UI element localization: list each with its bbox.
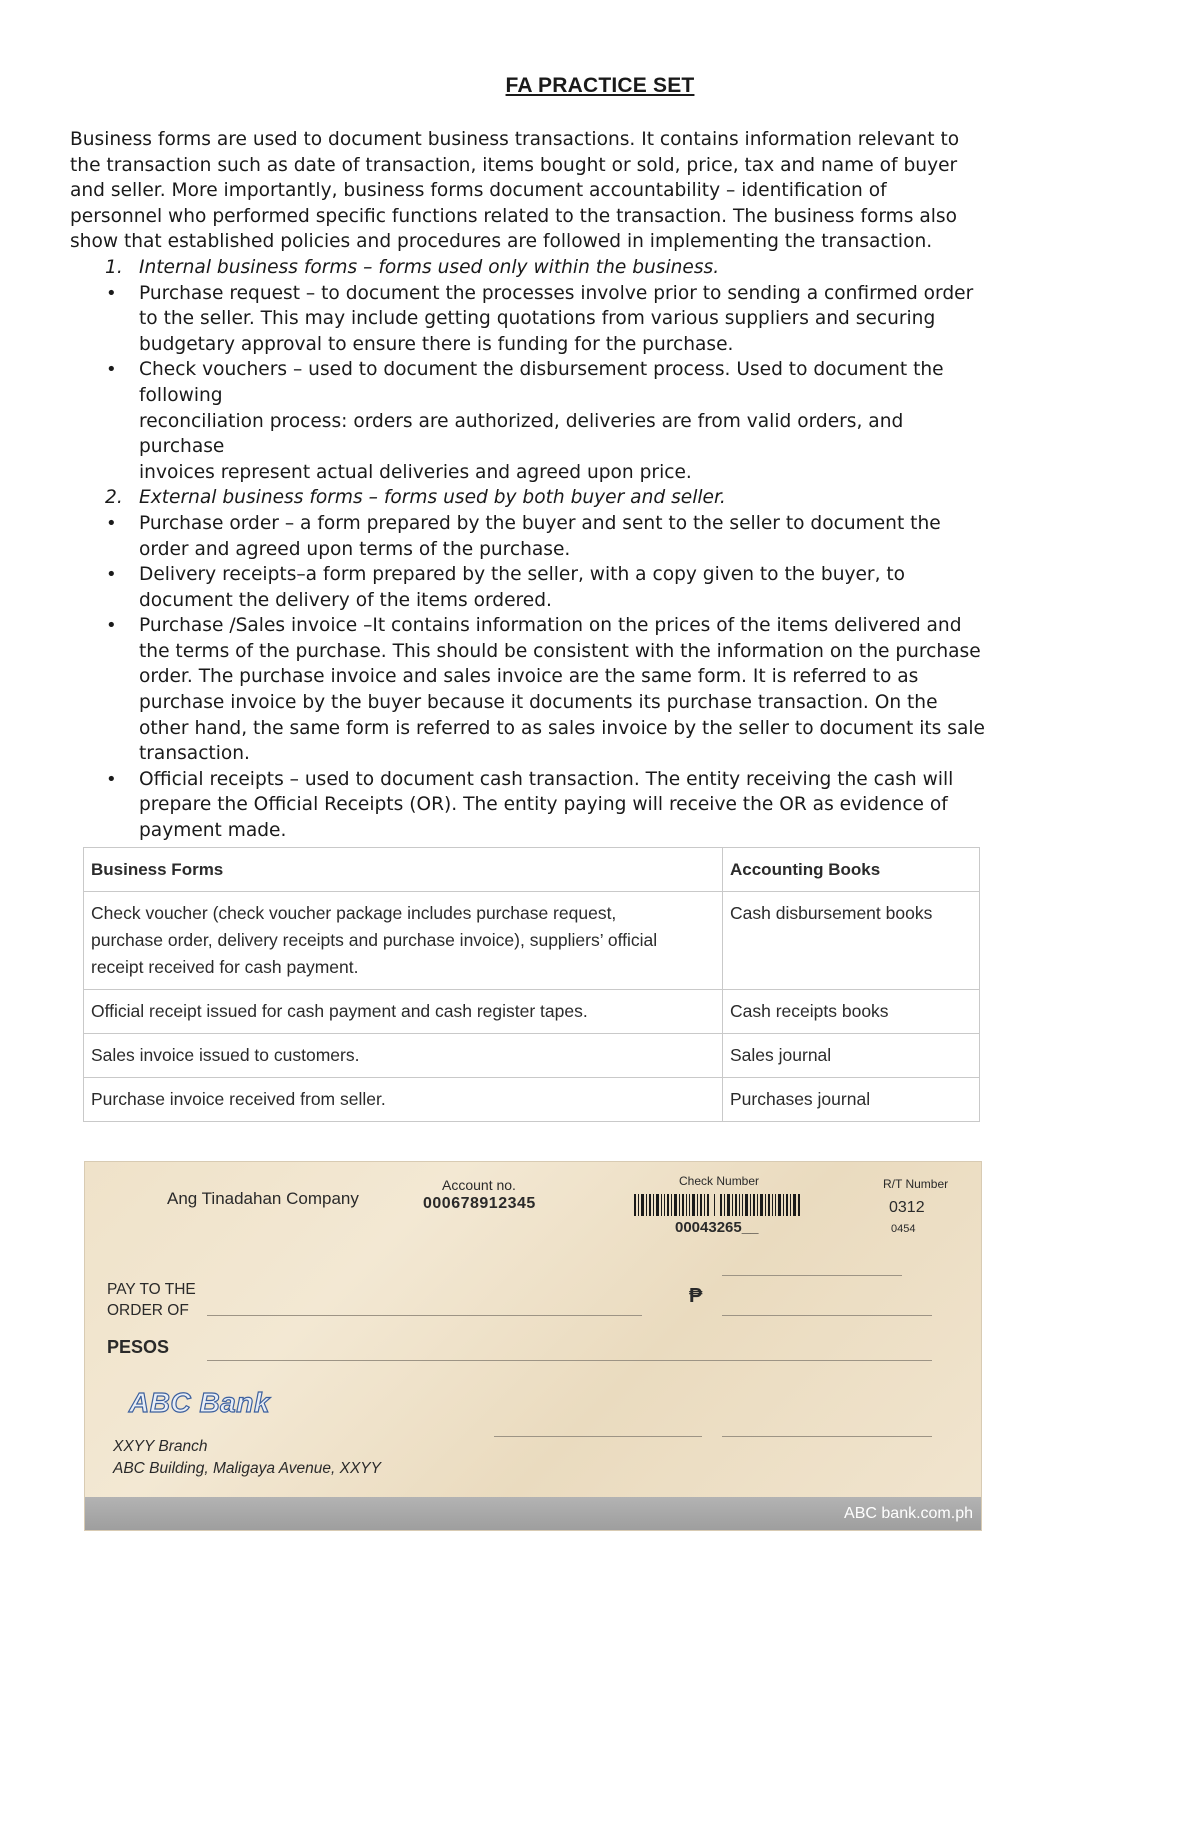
intro-line: the transaction such as date of transaction, items bought or sold, price, tax and name of buyer: [70, 154, 958, 176]
rt-number-label: R/T Number: [883, 1177, 949, 1191]
intro-line: Business forms are used to document business transactions. It contains information relevant to: [70, 129, 960, 150]
signature-line: [494, 1436, 702, 1437]
check-number: 00043265__: [675, 1219, 759, 1236]
body-text: [70, 127, 1130, 844]
barcode-icon: [634, 1194, 800, 1216]
table-cell: Sales journal: [723, 1034, 980, 1078]
intro-line: and seller. More importantly, business forms document accountability – identification of: [70, 180, 887, 202]
section-heading-text: Internal business forms – forms used only within the business.: [139, 256, 720, 278]
cell-line: receipt received for cash payment.: [91, 957, 359, 977]
list-item-line: budgetary approval to ensure there is funding for the purchase.: [139, 333, 734, 355]
list-item-line: transaction.: [139, 743, 250, 765]
payee-line: [207, 1315, 642, 1316]
list-item-line: Check vouchers – used to document the disbursement process. Used to document the: [139, 359, 944, 381]
pay-to-line: ORDER OF: [107, 1302, 189, 1319]
list-number: 2.: [105, 487, 123, 509]
table-row: [84, 1078, 980, 1122]
account-number: 000678912345: [423, 1195, 536, 1212]
list-item-line: invoices represent actual deliveries and agreed upon price.: [139, 461, 692, 483]
table-cell: Cash receipts books: [723, 990, 980, 1034]
check-number-label: Check Number: [679, 1174, 760, 1188]
rt-sub-number: 0454: [891, 1223, 916, 1235]
date-line: [722, 1275, 902, 1276]
list-item-check-vouchers: [70, 357, 1130, 485]
intro-line: show that established policies and procedures are followed in implementing the transaction.: [70, 231, 933, 253]
branch-line: XXYY Branch: [113, 1438, 208, 1455]
page-title: FA PRACTICE SET: [505, 74, 695, 97]
list-item-line: order. The purchase invoice and sales invoice are the same form. It is referred to as: [139, 666, 919, 688]
table-header-row: [84, 848, 980, 892]
list-item-purchase-order: [70, 511, 1130, 562]
table-cell: Purchase invoice received from seller.: [84, 1078, 723, 1122]
intro-line: personnel who performed specific functions related to the transaction. The business forms also: [70, 205, 957, 227]
list-item-line: document the delivery of the items ordered.: [139, 589, 552, 611]
amount-words-line: [207, 1360, 932, 1361]
table-cell: Cash disbursement books: [723, 892, 980, 990]
list-item-line: Official receipts – used to document cash transaction. The entity receiving the cash will: [139, 768, 954, 790]
section-heading-text: External business forms – forms used by both buyer and seller.: [139, 487, 726, 509]
list-item-line: Purchase /Sales invoice –It contains information on the prices of the items delivered and: [139, 615, 962, 637]
column-header: Business Forms: [84, 848, 723, 892]
list-item-line: purchase invoice by the buyer because it documents its purchase transaction. On the: [139, 692, 938, 714]
list-item-line: other hand, the same form is referred to as sales invoice by the seller to document its sale: [139, 717, 985, 739]
table-cell: Sales invoice issued to customers.: [84, 1034, 723, 1078]
list-number: 1.: [105, 256, 123, 278]
table-cell: Purchases journal: [723, 1078, 980, 1122]
pay-to-label: [107, 1279, 196, 1321]
list-item-line: reconciliation process: orders are authorized, deliveries are from valid orders, and: [139, 410, 904, 432]
list-item-delivery-receipts: [70, 562, 1130, 613]
list-item-sales-invoice: [70, 613, 1130, 767]
section-heading-internal: [70, 255, 1130, 281]
list-item-purchase-request: [70, 281, 1130, 358]
forms-books-table: [83, 847, 980, 1122]
bank-website: ABC bank.com.ph: [844, 1505, 973, 1522]
cell-line: Check voucher (check voucher package includes purchase request,: [91, 903, 617, 923]
check-company-name: Ang Tinadahan Company: [167, 1189, 359, 1208]
signature-line: [722, 1436, 932, 1437]
list-item-line: following: [139, 384, 223, 406]
bullet-icon: •: [106, 512, 117, 534]
peso-sign-icon: ₱: [689, 1285, 703, 1307]
table-row: [84, 990, 980, 1034]
list-item-line: payment made.: [139, 820, 287, 842]
section-heading-external: [70, 485, 1130, 511]
branch-line: ABC Building, Maligaya Avenue, XXYY: [113, 1460, 381, 1477]
bullet-icon: •: [106, 564, 117, 586]
bullet-icon: •: [106, 359, 117, 381]
pesos-label: PESOS: [107, 1337, 170, 1357]
list-item-line: Purchase order – a form prepared by the buyer and sent to the seller to document the: [139, 512, 941, 534]
bullet-icon: •: [106, 768, 117, 790]
table-cell: Official receipt issued for cash payment and cash register tapes.: [84, 990, 723, 1034]
table-row: [84, 1034, 980, 1078]
list-item-line: to the seller. This may include getting quotations from various suppliers and securing: [139, 308, 936, 330]
list-item-line: Purchase request – to document the processes involve prior to sending a confirmed order: [139, 282, 974, 304]
table-row: [84, 892, 980, 990]
pay-to-line: PAY TO THE: [107, 1281, 196, 1298]
list-item-line: prepare the Official Receipts (OR). The entity paying will receive the OR as evidence of: [139, 794, 948, 816]
sample-check: [84, 1161, 982, 1531]
account-number-label: Account no.: [442, 1177, 516, 1193]
table-cell: [84, 892, 723, 990]
list-item-official-receipts: [70, 767, 1130, 844]
bank-logo: ABC Bank: [129, 1387, 270, 1418]
intro-paragraph: [70, 127, 1130, 255]
column-header: Accounting Books: [723, 848, 980, 892]
list-item-line: order and agreed upon terms of the purchase.: [139, 538, 571, 560]
list-item-line: Delivery receipts–a form prepared by the seller, with a copy given to the buyer, to: [139, 564, 906, 586]
rt-number: 0312: [889, 1199, 925, 1216]
amount-line: [722, 1315, 932, 1316]
bullet-icon: •: [106, 282, 117, 304]
list-item-line: purchase: [139, 436, 225, 458]
list-item-line: the terms of the purchase. This should be consistent with the information on the purchase: [139, 640, 981, 662]
branch-address: [113, 1436, 381, 1480]
bullet-icon: •: [106, 615, 117, 637]
cell-line: purchase order, delivery receipts and purchase invoice), suppliers’ official: [91, 930, 658, 950]
